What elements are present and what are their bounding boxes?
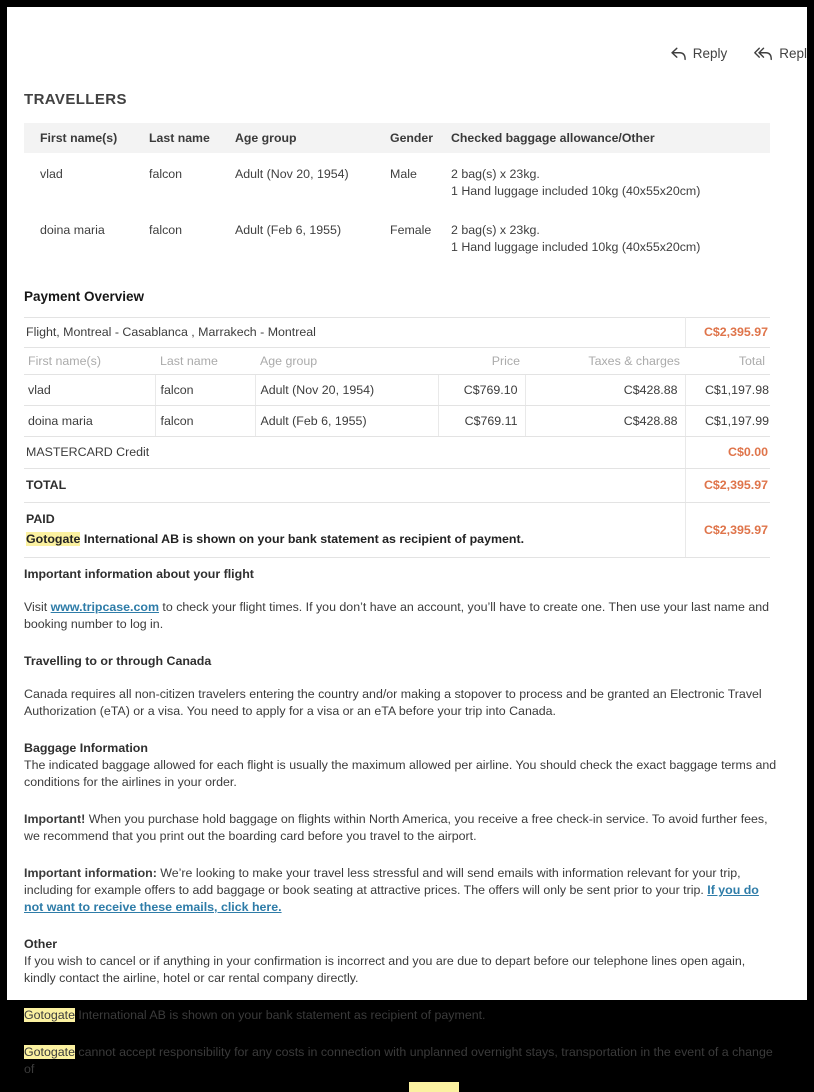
baggage-line2: 1 Hand luggage included 10kg (40x55x20cm) <box>451 240 701 254</box>
tripcase-paragraph <box>24 599 778 633</box>
pay-col-age-group: Age group <box>255 348 438 375</box>
gotogate-highlight: Gotogate <box>24 1008 75 1022</box>
pay-taxes: C$428.88 <box>525 406 685 437</box>
important-info-paragraph <box>24 865 778 916</box>
traveller-last-name: falcon <box>149 167 183 181</box>
traveller-gender: Male <box>390 167 417 181</box>
unsubscribe-link[interactable]: If you do not want to receive these emails, click here. <box>24 883 759 914</box>
pay-col-taxes: Taxes & charges <box>525 348 685 375</box>
gotogate-highlight: Gotogate <box>26 532 81 546</box>
total-row <box>24 469 770 503</box>
traveller-last-name: falcon <box>149 223 183 237</box>
pay-total: C$1,197.99 <box>685 406 770 437</box>
flight-row <box>24 318 770 348</box>
gotogate-liability-paragraph <box>24 1044 778 1078</box>
payment-row <box>24 375 770 406</box>
pay-last-name: falcon <box>155 375 255 406</box>
tripcase-link[interactable]: www.tripcase.com <box>50 600 159 614</box>
mastercard-row <box>24 437 770 469</box>
visit-post: to check your flight times. If you don’t have an account, you’ll have to create one. Then use your last name and booking number to log in. <box>24 600 770 631</box>
gotogate1-rest: International AB is shown on your bank statement as recipient of payment. <box>74 1008 486 1022</box>
payment-overview-heading: Payment Overview <box>24 289 145 304</box>
payment-row <box>24 406 770 437</box>
important-info-bold: Important information: <box>24 866 157 880</box>
traveller-age-group: Adult (Nov 20, 1954) <box>235 167 349 181</box>
traveller-baggage <box>451 153 770 209</box>
pay-last-name: falcon <box>155 406 255 437</box>
email-page <box>7 7 807 1076</box>
traveller-gender: Female <box>390 223 432 237</box>
col-gender: Gender <box>390 123 451 153</box>
pay-col-price: Price <box>438 348 525 375</box>
reply-all-label: Repl <box>779 46 807 61</box>
reply-arrow-icon <box>669 45 688 62</box>
payment-table <box>24 317 770 558</box>
flight-total-amount: C$2,395.97 <box>685 318 770 348</box>
traveller-row <box>24 209 770 265</box>
reply-all-arrow-icon <box>753 45 774 62</box>
important-info-rest: We’re looking to make your travel less stressful and will send emails with information relevant for your trip, including for example offers to add baggage or book seating at attractive prices. The offers will only be sent prior to your trip. <box>24 866 741 897</box>
canada-heading: Travelling to or through Canada <box>24 654 212 668</box>
reply-all-button[interactable] <box>753 45 807 62</box>
pay-age-group: Adult (Nov 20, 1954) <box>255 375 438 406</box>
travellers-heading: TRAVELLERS <box>24 91 127 108</box>
col-age-group: Age group <box>235 123 390 153</box>
pay-col-total: Total <box>685 348 770 375</box>
info-sections <box>24 566 778 1092</box>
traveller-first-name: vlad <box>40 167 63 181</box>
flight-route: Flight, Montreal - Casablanca , Marrakech - Montreal <box>24 318 685 348</box>
total-label: TOTAL <box>24 469 685 503</box>
col-first-name: First name(s) <box>24 123 149 153</box>
cutoff-highlight <box>409 1082 459 1092</box>
other-heading: Other <box>24 937 58 951</box>
traveller-age-group: Adult (Feb 6, 1955) <box>235 223 342 237</box>
traveller-row <box>24 153 770 209</box>
flight-info-heading: Important information about your flight <box>24 567 254 581</box>
gotogate2-rest: cannot accept responsibility for any costs in connection with unplanned overnight stays, transportation in the event of a change of <box>24 1045 773 1076</box>
reply-label: Reply <box>692 46 728 61</box>
paid-note <box>26 532 524 546</box>
reply-button[interactable] <box>669 45 728 62</box>
other-paragraph: If you wish to cancel or if anything in your confirmation is incorrect and you are due to depart before our telephone lines open again, kindly contact the airline, hotel or car rental company directly. <box>24 954 746 985</box>
pay-price: C$769.10 <box>438 375 525 406</box>
travellers-header-row <box>24 123 770 153</box>
email-body <box>7 7 807 1092</box>
gotogate-statement-paragraph <box>24 1007 778 1024</box>
mastercard-label: MASTERCARD Credit <box>24 437 685 469</box>
pay-price: C$769.11 <box>438 406 525 437</box>
gotogate-highlight: Gotogate <box>24 1045 75 1059</box>
baggage-line2: 1 Hand luggage included 10kg (40x55x20cm) <box>451 184 701 198</box>
traveller-baggage <box>451 209 770 265</box>
pay-total: C$1,197.98 <box>685 375 770 406</box>
pay-first-name: vlad <box>24 375 155 406</box>
important-paragraph <box>24 811 778 845</box>
canada-paragraph: Canada requires all non-citizen travelers entering the country and/or making a stopover to process and be granted an Electronic Travel Authorization (eTA) or a visa. You need to apply for a visa or an eTA before your trip into Canada. <box>24 687 762 718</box>
pay-age-group: Adult (Feb 6, 1955) <box>255 406 438 437</box>
important-bold: Important! <box>24 812 86 826</box>
pay-col-first-name: First name(s) <box>24 348 155 375</box>
visit-pre: Visit <box>24 600 51 614</box>
payment-header-row <box>24 348 770 375</box>
reply-toolbar <box>669 45 807 62</box>
total-amount: C$2,395.97 <box>685 469 770 503</box>
pay-col-last-name: Last name <box>155 348 255 375</box>
col-last-name: Last name <box>149 123 235 153</box>
pay-first-name: doina maria <box>24 406 155 437</box>
mastercard-amount: C$0.00 <box>685 437 770 469</box>
paid-amount: C$2,395.97 <box>685 503 770 558</box>
paid-row <box>24 503 770 558</box>
baggage-line1: 2 bag(s) x 23kg. <box>451 223 540 237</box>
important-rest: When you purchase hold baggage on flights within North America, you receive a free check-in service. To avoid further fees, we recommend that you print out the boarding card before you travel to the airport. <box>24 812 768 843</box>
baggage-line1: 2 bag(s) x 23kg. <box>451 167 540 181</box>
paid-note-rest: International AB is shown on your bank statement as recipient of payment. <box>80 532 525 546</box>
traveller-first-name: doina maria <box>40 223 105 237</box>
travellers-table <box>24 123 770 265</box>
pay-taxes: C$428.88 <box>525 375 685 406</box>
col-baggage: Checked baggage allowance/Other <box>451 123 770 153</box>
baggage-heading: Baggage Information <box>24 741 148 755</box>
paid-cell <box>24 503 685 558</box>
baggage-paragraph: The indicated baggage allowed for each flight is usually the maximum allowed per airline. You should check the exact baggage terms and conditions for the airlines in your order. <box>24 758 777 789</box>
paid-label: PAID <box>26 512 55 526</box>
